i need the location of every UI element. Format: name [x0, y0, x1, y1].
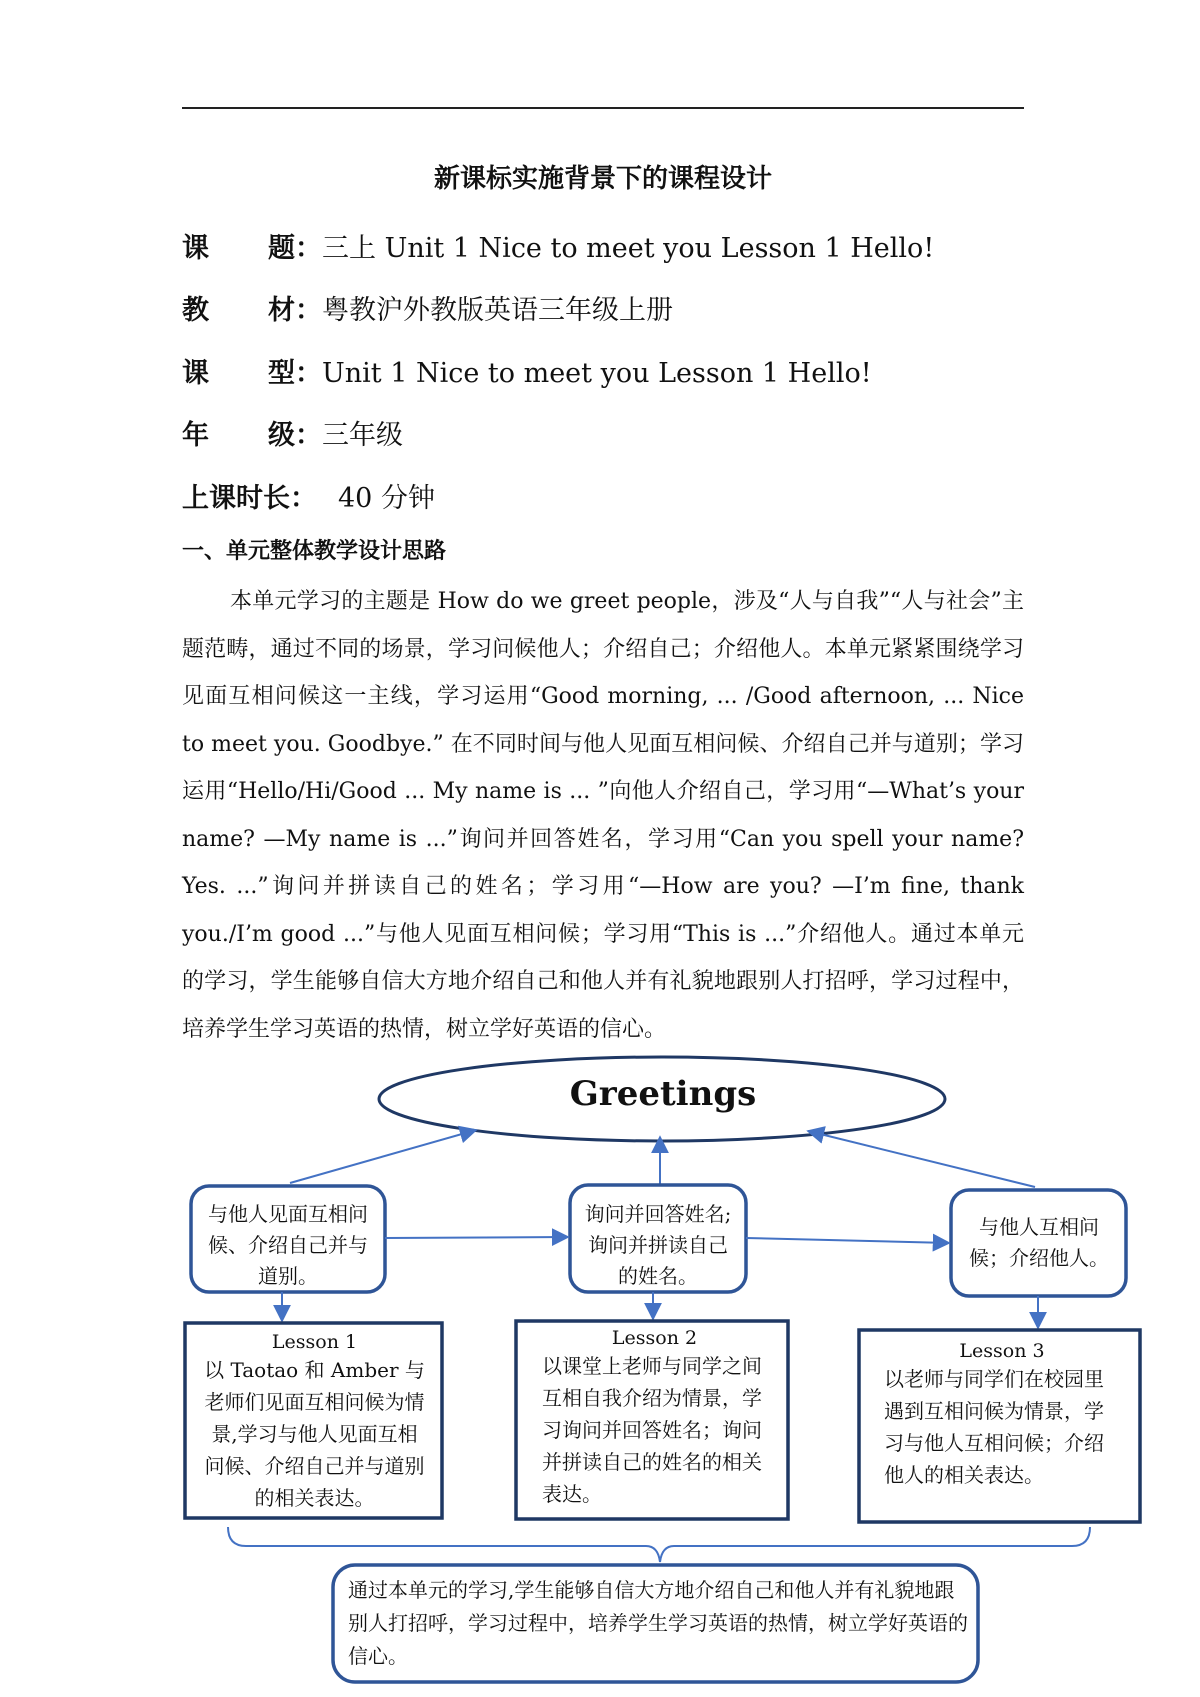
meta-value: 粤教沪外教版英语三年级上册	[322, 295, 673, 326]
bubble-left-text: 与他人见面互相问候、介绍自己并与道别。	[208, 1202, 368, 1288]
lesson-3	[884, 1339, 1120, 1491]
lesson-text: 以 Taotao 和 Amber 与老师们见面互相问候为情景,学习与他人见面互相问候、介绍自己并与道别的相关表达。	[204, 1358, 425, 1510]
meta-value: 三上 Unit 1 Nice to meet you Lesson 1 Hello!	[322, 233, 935, 264]
meta-key-a: 教	[182, 295, 209, 326]
summary-text: 通过本单元的学习,学生能够自信大方地介绍自己和他人并有礼貌地跟别人打招呼，学习过程中，培养学生学习英语的热情，树立学好英语的信心。	[348, 1578, 968, 1668]
meta-key-a: 课	[182, 358, 209, 389]
meta-key-b: 型：	[268, 358, 322, 389]
summary-brace	[228, 1527, 1090, 1562]
meta-value: Unit 1 Nice to meet you Lesson 1 Hello!	[322, 358, 872, 389]
section-heading: 一、单元整体教学设计思路	[182, 538, 447, 564]
bubble-mid-text: 询问并回答姓名;询问并拼读自己的姓名。	[584, 1202, 732, 1288]
arrow-left-to-mid	[385, 1237, 568, 1238]
meta-value: 三年级	[322, 420, 403, 451]
lesson-1	[202, 1330, 427, 1514]
meta-key-b: 题：	[268, 233, 322, 264]
arrow-mid-to-right	[746, 1238, 949, 1243]
meta-key-b: 材：	[268, 295, 322, 326]
bubble-right-text: 与他人互相问候；介绍他人。	[969, 1215, 1109, 1270]
lesson-title: Lesson 1	[271, 1331, 358, 1353]
meta-key-b: 级：	[268, 420, 322, 451]
meta-key-a: 年	[182, 420, 209, 451]
meta-value: 40 分钟	[338, 483, 435, 514]
body-paragraph: 本单元学习的主题是 How do we greet people，涉及“人与自我”“人与社会”主题范畴，通过不同的场景，学习问候他人；介绍自己；介绍他人。本单元紧紧围绕学习见面互相问候这一主线，学习运用“Good morning, ... /Good afternoon, ... Nice to meet you. Goodbye.” 在不同时间与他人见面互相问候、介绍自己并与道别；学习运用“Hello/Hi/Good ... My name is ... ”向他人介绍自己，学习用“—What’s your name? —My name is ...”询问并回答姓名，学习用“Can you spell your name? Yes. ...”询问并拼读自己的姓名；学习用“—How are you? —I’m fine, thank you./I’m good ...”与他人见面互相问候；学习用“This is ...”介绍他人。通过本单元的学习，学生能够自信大方地介绍自己和他人并有礼貌地跟别人打招呼，学习过程中，培养学生学习英语的热情，树立学好英语的信心。	[182, 589, 1024, 1042]
arrow-right-up	[808, 1131, 1035, 1187]
arrow-left-up	[290, 1130, 476, 1183]
lesson-title: Lesson 3	[959, 1340, 1045, 1362]
lesson-text: 以课堂上老师与同学之间互相自我介绍为情景，学习询问并回答姓名；询问并拼读自己的姓名的相关表达。	[542, 1354, 762, 1506]
meta-key-a: 课	[182, 233, 209, 264]
lesson-2	[542, 1326, 767, 1510]
root-label: Greetings	[569, 1074, 757, 1114]
page-title: 新课标实施背景下的课程设计	[433, 164, 772, 194]
meta-key: 上课时长：	[182, 483, 317, 514]
lesson-text: 以老师与同学们在校园里遇到互相问候为情景，学习与他人互相问候；介绍他人的相关表达。	[884, 1367, 1104, 1487]
lesson-title: Lesson 2	[611, 1327, 698, 1349]
